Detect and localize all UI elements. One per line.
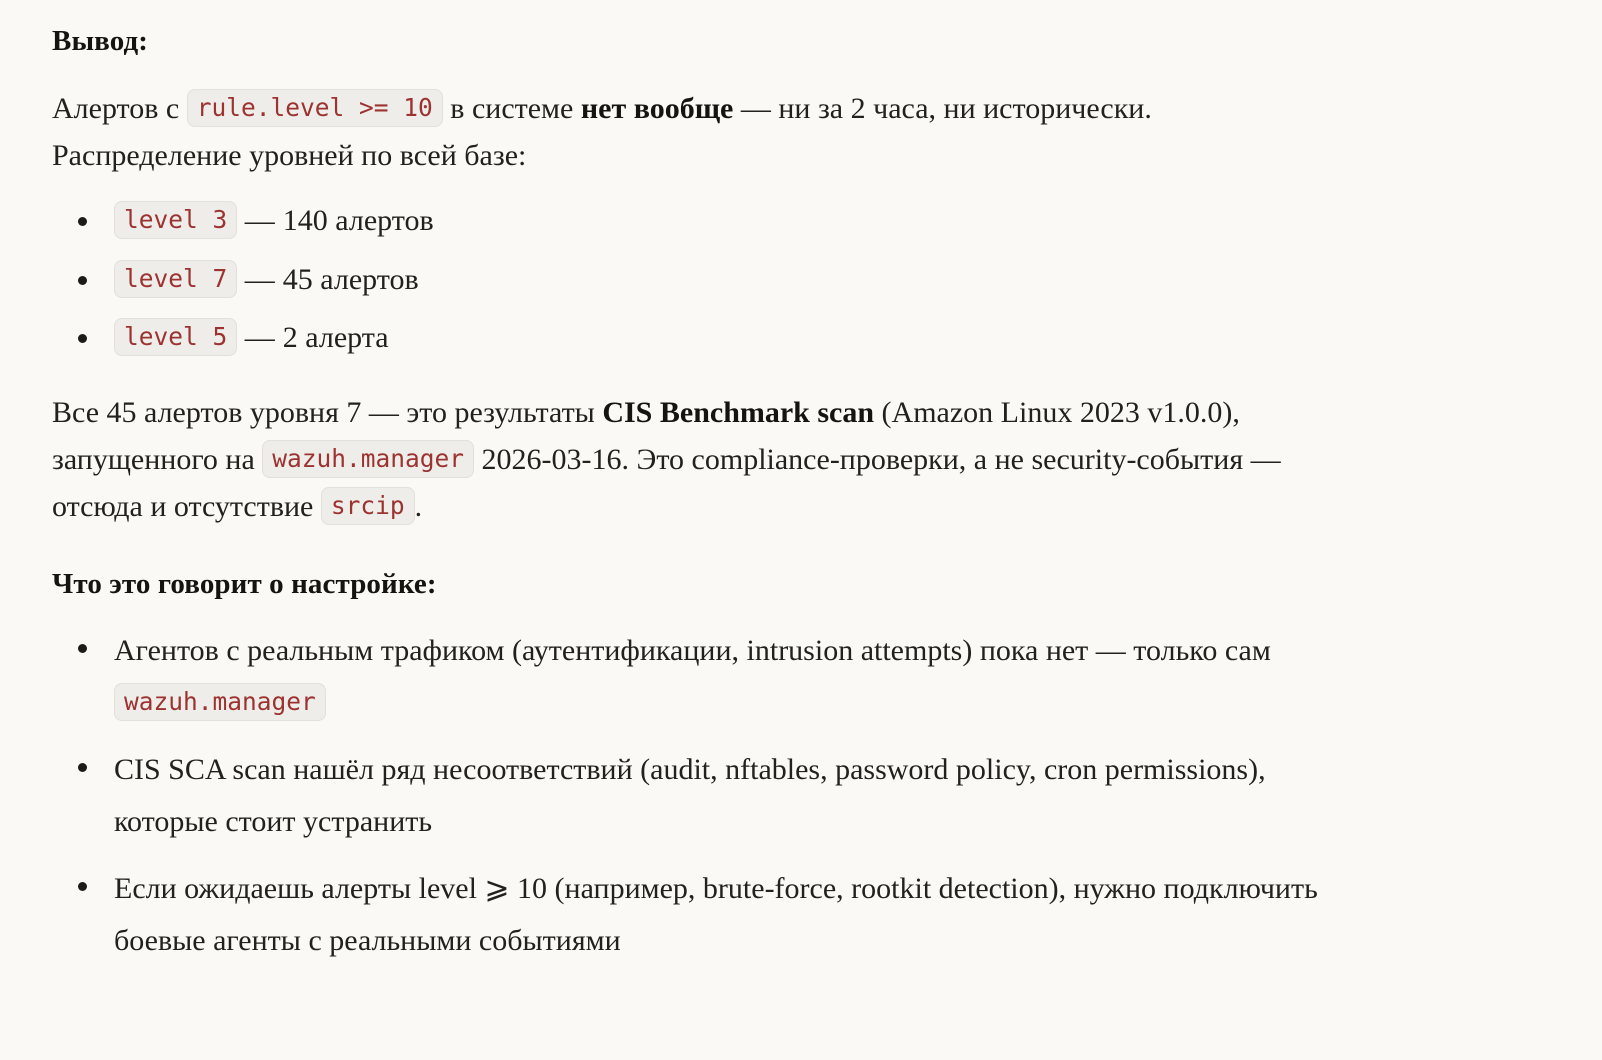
cis-benchmark-paragraph (52, 390, 1322, 530)
conclusion-text-part1: Алертов с (52, 92, 187, 126)
conclusion-emphasis: нет вообще (580, 92, 734, 126)
code-chip-rule-level: rule.level >= 10 (187, 89, 443, 127)
cis-text-part4: . (414, 489, 423, 523)
list-item (52, 744, 1337, 847)
level-distribution-list (52, 198, 1337, 362)
code-chip-level-3: level 3 (114, 201, 237, 239)
observation-1-text: Агентов с реальным трафиком (аутентификации, intrusion attempts) пока нет — только сам (114, 633, 1271, 667)
level-3-dash: — (244, 203, 276, 237)
code-chip-level-5: level 5 (114, 318, 237, 356)
setup-heading: Что это говорит о настройке: (52, 567, 437, 600)
level-5-count: 2 алерта (282, 321, 389, 355)
list-item (52, 257, 1337, 304)
cis-text-part2: (Amazon Linux 2023 v1.0.0), запущенного на (52, 396, 1240, 477)
code-chip-wazuh-manager: wazuh.manager (262, 440, 474, 478)
list-item (52, 315, 1337, 362)
level-5-dash: — (244, 321, 276, 355)
cis-emphasis: CIS Benchmark scan (602, 396, 875, 430)
setup-observations-list (52, 625, 1337, 967)
code-chip-srcip: srcip (321, 487, 415, 525)
observation-3-text: Если ожидаешь алерты level ⩾ 10 (например, brute-force, rootkit detection), нужно подключить боевые агенты с реальными событиями (114, 872, 1318, 957)
list-item (52, 198, 1337, 245)
list-item (52, 625, 1337, 728)
conclusion-paragraph (52, 86, 1322, 180)
conclusion-text-part3: — ни за 2 часа, ни исторически. Распределение уровней по всей базе: (52, 92, 1152, 173)
level-7-count: 45 алертов (282, 262, 419, 296)
list-item (52, 863, 1337, 966)
conclusion-heading: Вывод: (52, 25, 149, 57)
observation-2-text: CIS SCA scan нашёл ряд несоответствий (audit, nftables, password policy, cron permissions), которые стоит устранить (114, 753, 1266, 838)
code-chip-level-7: level 7 (114, 260, 237, 298)
cis-text-part1: Все 45 алертов уровня 7 — это результаты (52, 396, 603, 430)
level-3-count: 140 алертов (282, 203, 434, 237)
cis-text-part3: 2026-03-16. Это compliance-проверки, а не security-события — отсюда и отсутствие (52, 443, 1281, 523)
conclusion-text-part2: в системе (442, 92, 581, 126)
level-7-dash: — (244, 262, 276, 296)
code-chip-wazuh-manager-agent: wazuh.manager (114, 683, 326, 721)
